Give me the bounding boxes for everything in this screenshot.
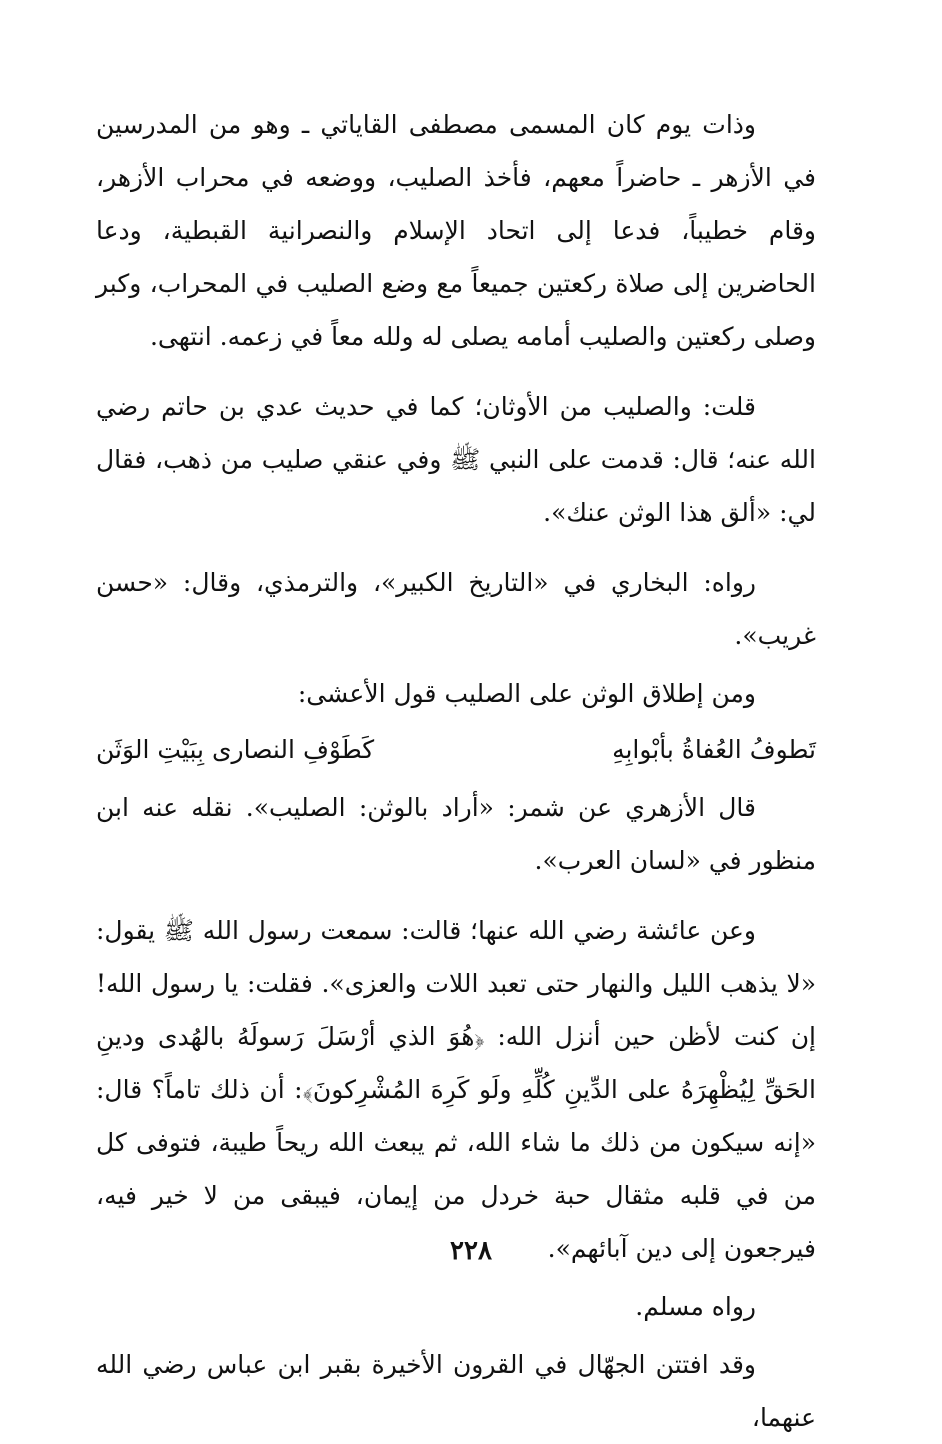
- poem-hemistich-second: كَطَوْفِ النصارى بِبَيْتِ الوَثَن: [96, 735, 375, 764]
- paragraph-ibn-abbas: وقد افتتن الجهّال في القرون الأخيرة بقبر ابن عباس رضي الله عنهما،: [96, 1350, 816, 1432]
- poem-hemistich-first: تَطوفُ العُفاةُ بأبْوابِهِ: [612, 735, 816, 764]
- poem-verse: [96, 723, 816, 776]
- paragraph-muslim-source: رواه مسلم.: [635, 1292, 756, 1321]
- paragraph-azhari-quote: قال الأزهري عن شمر: «أراد بالوثن: الصليب». نقله عنه ابن منظور في «لسان العرب».: [96, 793, 816, 875]
- page-number: ٢٢٨: [450, 1236, 492, 1266]
- paragraph-asha-intro: ومن إطلاق الوثن على الصليب قول الأعشى:: [297, 679, 756, 708]
- paragraph-qayati-story: وذات يوم كان المسمى مصطفى القاياتي ـ وهو من المدرسين في الأزهر ـ حاضراً معهم، فأخذ الصليب، ووضعه في محراب الأزهر، وقام خطيباً، فدعا إلى اتحاد الإسلام والنصرانية القبطية، ودعا الحاضرين إلى صلاة ركعتين جميعاً مع وضع الصليب في المحراب، وكبر وصلى ركعتين والصليب أمامه يصلى له ولله معاً في زعمه. انتهى.: [96, 110, 816, 351]
- paragraph-aisha-hadith: وعن عائشة رضي الله عنها؛ قالت: سمعت رسول الله ﷺ يقول: «لا يذهب الليل والنهار حتى تعبد اللات والعزى». فقلت: يا رسول الله! إن كنت لأظن حين أنزل الله: ﴿هُوَ الذي أرْسَلَ رَسولَهُ بالهُدى ودينِ الحَقِّ لِيُظْهِرَهُ على الدِّينِ كُلِّهِ ولَو كَرِهَ المُشْرِكونَ﴾: أن ذلك تاماً؟ قال: «إنه سيكون من ذلك ما شاء الله، ثم يبعث الله ريحاً طيبة، فتوفى كل من في قلبه مثقال حبة خردل من إيمان، فيبقى من لا خير فيه، فيرجعون إلى دين آبائهم».: [96, 916, 816, 1263]
- paragraph-adi-hadith: قلت: والصليب من الأوثان؛ كما في حديث عدي بن حاتم رضي الله عنه؛ قال: قدمت على النبي ﷺ وفي عنقي صليب من ذهب، فقال لي: «ألق هذا الوثن عنك».: [96, 392, 816, 527]
- paragraph-adi-source: رواه: البخاري في «التاريخ الكبير»، والترمذي، وقال: «حسن غريب».: [96, 568, 816, 650]
